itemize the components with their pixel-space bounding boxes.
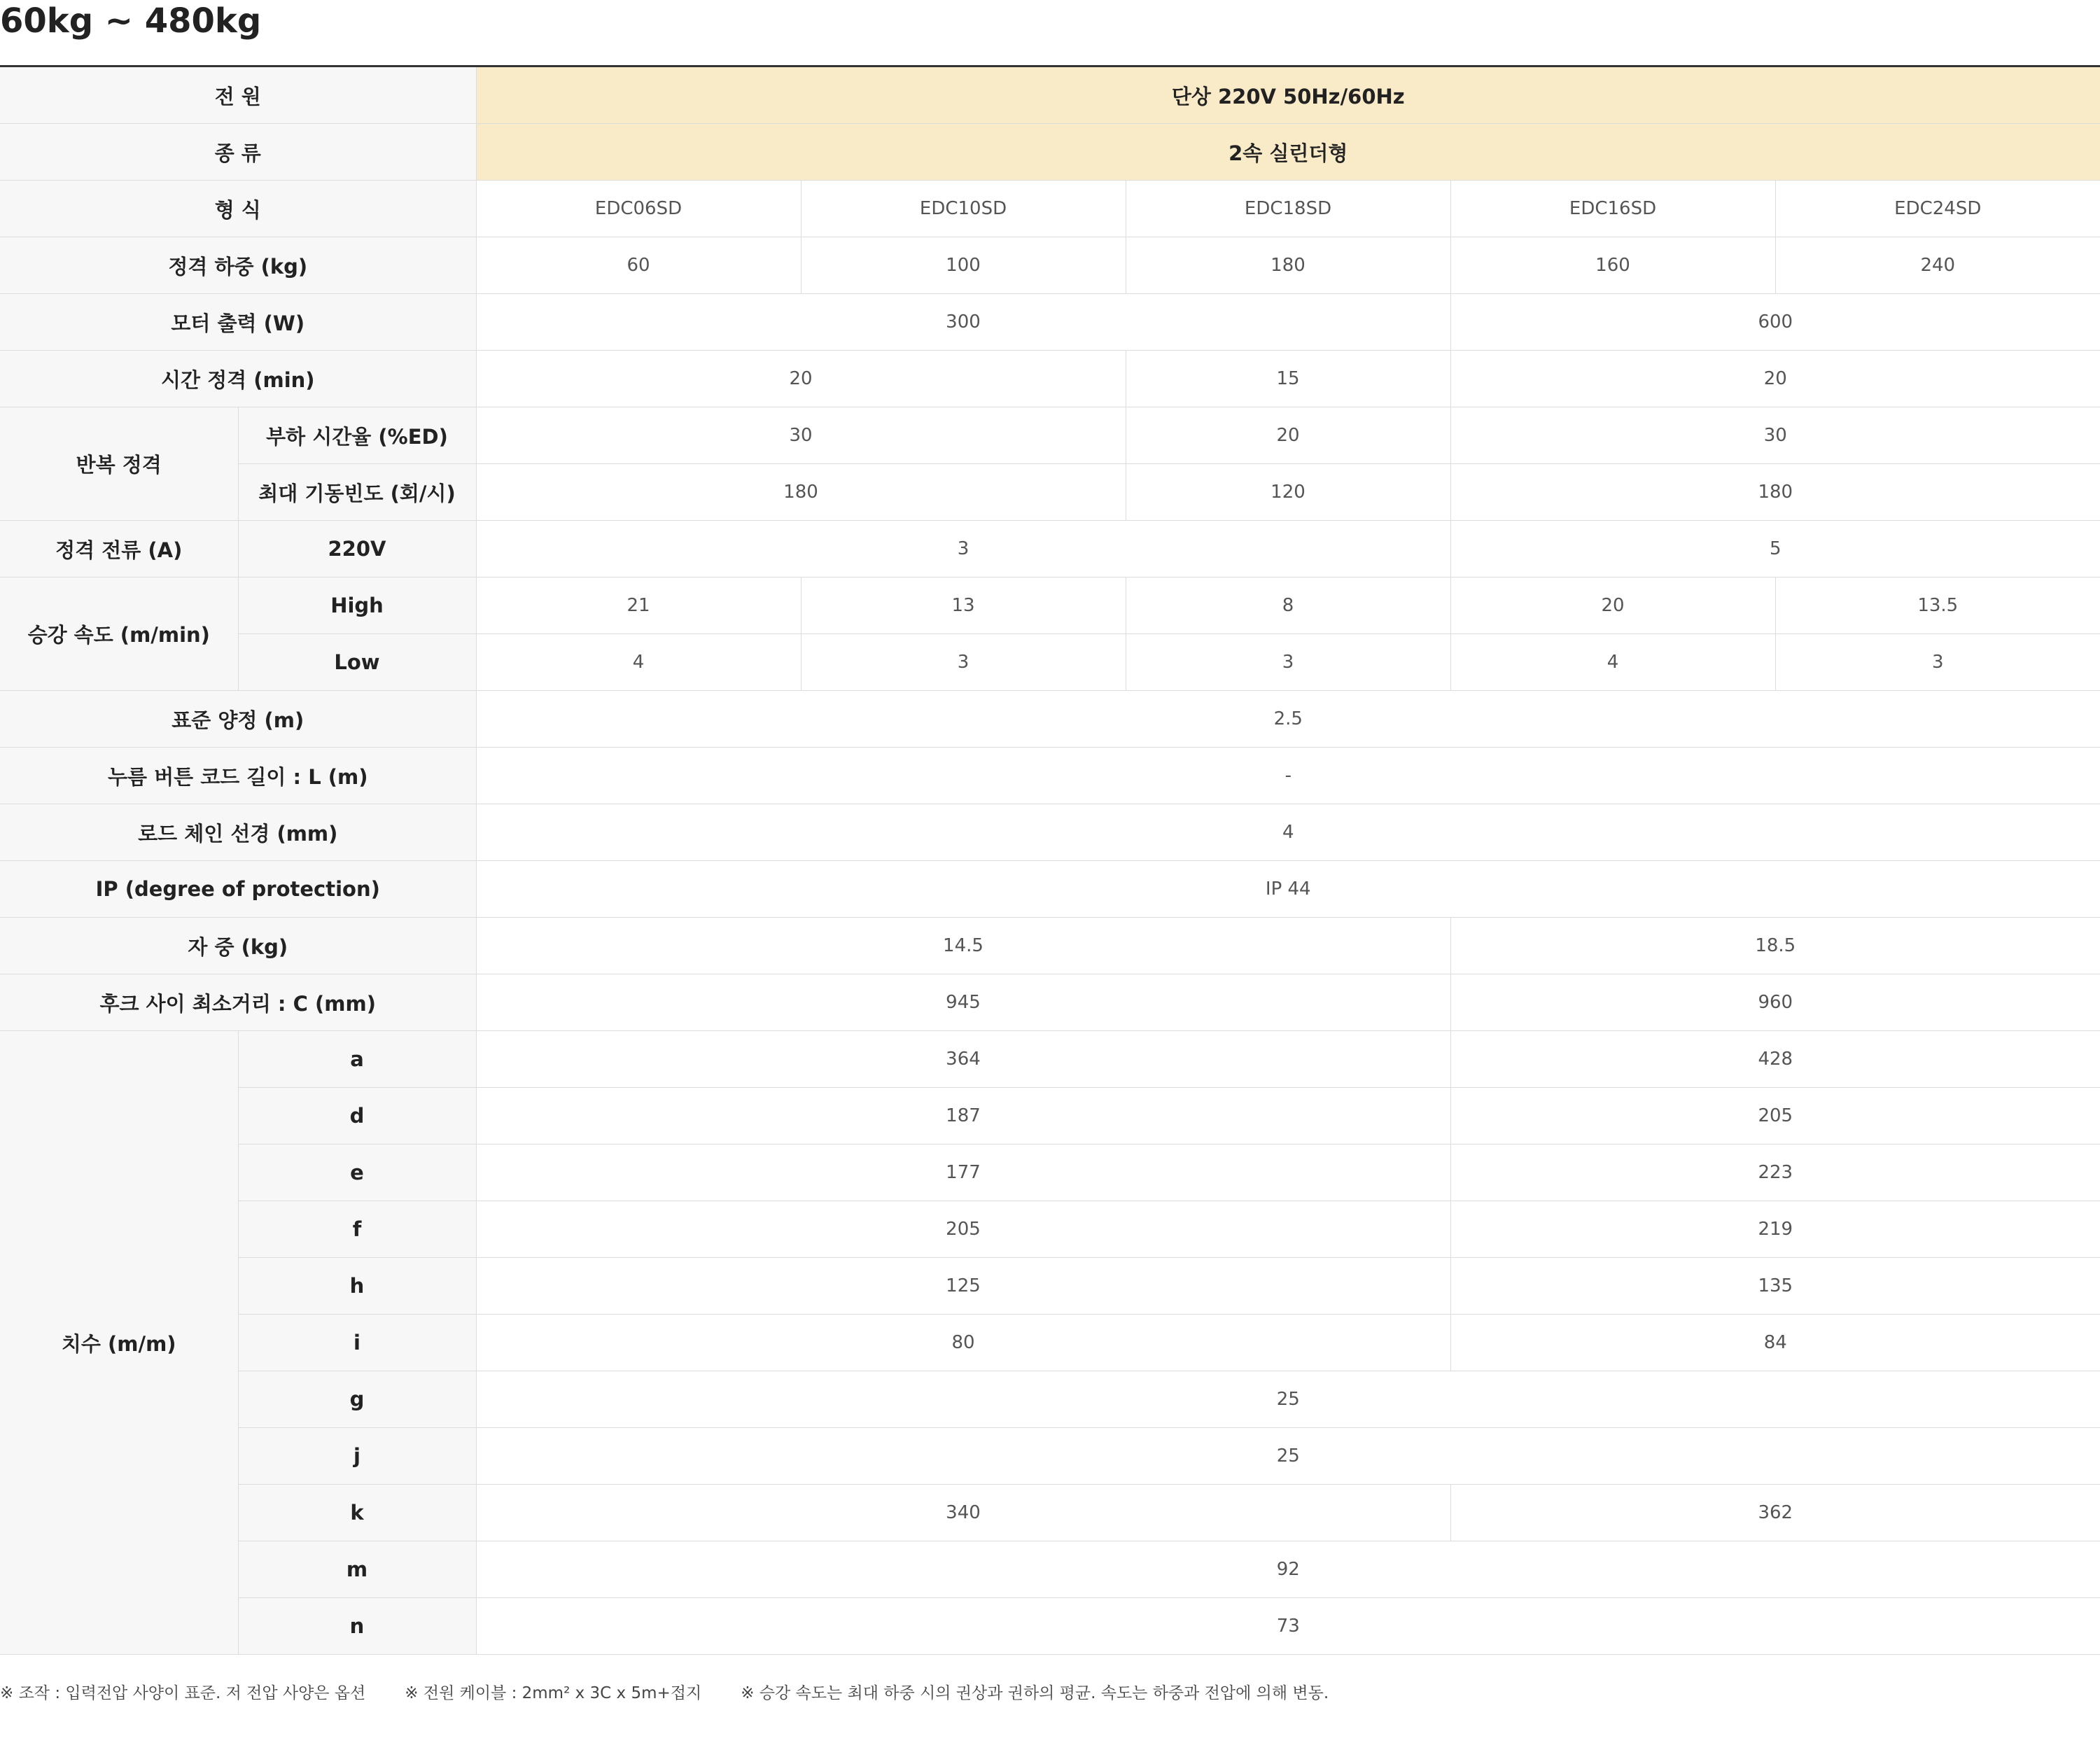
- row-repeat-duty: [0, 407, 2100, 464]
- row-dim-g: [0, 1371, 2100, 1428]
- row-weight: [0, 918, 2100, 974]
- value-cell: 84: [1450, 1315, 2100, 1371]
- footnote: ※ 승강 속도는 최대 하중 시의 권상과 권하의 평균. 속도는 하중과 전압에 의해 변동.: [741, 1684, 1329, 1702]
- value-cell: 177: [476, 1144, 1450, 1201]
- row-dim-i: [0, 1315, 2100, 1371]
- value-cell: 14.5: [476, 918, 1450, 974]
- row-label: 시간 정격 (min): [0, 351, 476, 407]
- value-cell: 20: [1450, 578, 1775, 634]
- row-current: [0, 521, 2100, 578]
- row-dim-h: [0, 1258, 2100, 1315]
- row-label: n: [238, 1598, 476, 1655]
- value-cell: 205: [1450, 1088, 2100, 1144]
- model-cell: EDC18SD: [1126, 181, 1450, 237]
- row-label: 누름 버튼 코드 길이 : L (m): [0, 748, 476, 804]
- page-title: 60kg ~ 480kg: [0, 1, 262, 41]
- value-cell: 4: [476, 804, 2100, 861]
- row-label: m: [238, 1541, 476, 1598]
- value-cell: 13.5: [1775, 578, 2100, 634]
- value-cell: 340: [476, 1485, 1450, 1541]
- value-cell: 300: [476, 294, 1450, 351]
- value-cell: 3: [476, 521, 1450, 578]
- value-cell: 125: [476, 1258, 1450, 1315]
- row-label: 220V: [238, 521, 476, 578]
- value-cell: 960: [1450, 974, 2100, 1031]
- row-speed-high: [0, 578, 2100, 634]
- value-cell: 219: [1450, 1201, 2100, 1258]
- value-cell: 30: [476, 407, 1126, 464]
- row-cord: [0, 748, 2100, 804]
- spec-table: [0, 65, 2100, 1655]
- footnote: ※ 조작 : 입력전압 사양이 표준. 저 전압 사양은 옵션: [0, 1684, 366, 1702]
- value-cell: 223: [1450, 1144, 2100, 1201]
- value-cell: 73: [476, 1598, 2100, 1655]
- row-dim-f: [0, 1201, 2100, 1258]
- row-label: 종 류: [0, 124, 476, 181]
- row-group-label: 치수 (m/m): [0, 1031, 238, 1655]
- model-cell: EDC16SD: [1450, 181, 1775, 237]
- row-label: 최대 기동빈도 (회/시): [238, 464, 476, 521]
- footnotes: [0, 1680, 1368, 1703]
- model-cell: EDC06SD: [476, 181, 801, 237]
- row-label: f: [238, 1201, 476, 1258]
- row-label: 로드 체인 선경 (mm): [0, 804, 476, 861]
- row-load: [0, 237, 2100, 294]
- value-cell: 180: [1126, 237, 1450, 294]
- row-label: j: [238, 1428, 476, 1485]
- row-dim-n: [0, 1598, 2100, 1655]
- row-label: i: [238, 1315, 476, 1371]
- value-cell: 428: [1450, 1031, 2100, 1088]
- row-label: 후크 사이 최소거리 : C (mm): [0, 974, 476, 1031]
- row-label: 전 원: [0, 66, 476, 124]
- row-label: h: [238, 1258, 476, 1315]
- row-label: 모터 출력 (W): [0, 294, 476, 351]
- row-dim-j: [0, 1428, 2100, 1485]
- value-cell: 25: [476, 1428, 2100, 1485]
- model-cell: EDC10SD: [801, 181, 1126, 237]
- row-group-label: 승강 속도 (m/min): [0, 578, 238, 691]
- row-motor: [0, 294, 2100, 351]
- value-cell: 180: [476, 464, 1126, 521]
- row-group-label: 정격 전류 (A): [0, 521, 238, 578]
- value-cell: 364: [476, 1031, 1450, 1088]
- row-chain: [0, 804, 2100, 861]
- row-time-rating: [0, 351, 2100, 407]
- value-cell: 205: [476, 1201, 1450, 1258]
- row-label: g: [238, 1371, 476, 1428]
- footnote: ※ 전원 케이블 : 2mm² x 3C x 5m+접지: [405, 1684, 702, 1702]
- row-power: [0, 66, 2100, 124]
- row-label: 자 중 (kg): [0, 918, 476, 974]
- value-cell: 160: [1450, 237, 1775, 294]
- row-label: High: [238, 578, 476, 634]
- row-label: IP (degree of protection): [0, 861, 476, 918]
- row-dim-k: [0, 1485, 2100, 1541]
- row-label: Low: [238, 634, 476, 691]
- value-cell: 20: [476, 351, 1126, 407]
- row-dim-d: [0, 1088, 2100, 1144]
- row-ip: [0, 861, 2100, 918]
- row-label: k: [238, 1485, 476, 1541]
- power-value: 단상 220V 50Hz/60Hz: [476, 66, 2100, 124]
- row-label: 형 식: [0, 181, 476, 237]
- value-cell: 21: [476, 578, 801, 634]
- row-hook: [0, 974, 2100, 1031]
- value-cell: 187: [476, 1088, 1450, 1144]
- value-cell: 240: [1775, 237, 2100, 294]
- row-label: d: [238, 1088, 476, 1144]
- value-cell: 600: [1450, 294, 2100, 351]
- row-label: 부하 시간율 (%ED): [238, 407, 476, 464]
- value-cell: 180: [1450, 464, 2100, 521]
- value-cell: 2.5: [476, 691, 2100, 748]
- value-cell: 13: [801, 578, 1126, 634]
- row-model: [0, 181, 2100, 237]
- row-repeat-starts: [0, 464, 2100, 521]
- value-cell: 100: [801, 237, 1126, 294]
- type-value: 2속 실린더형: [476, 124, 2100, 181]
- value-cell: 135: [1450, 1258, 2100, 1315]
- row-label: 정격 하중 (kg): [0, 237, 476, 294]
- row-label: e: [238, 1144, 476, 1201]
- row-type: [0, 124, 2100, 181]
- value-cell: 25: [476, 1371, 2100, 1428]
- value-cell: IP 44: [476, 861, 2100, 918]
- value-cell: 8: [1126, 578, 1450, 634]
- value-cell: 15: [1126, 351, 1450, 407]
- row-label: 표준 양정 (m): [0, 691, 476, 748]
- value-cell: 20: [1126, 407, 1450, 464]
- value-cell: 120: [1126, 464, 1450, 521]
- row-speed-low: [0, 634, 2100, 691]
- value-cell: -: [476, 748, 2100, 804]
- value-cell: 3: [801, 634, 1126, 691]
- value-cell: 5: [1450, 521, 2100, 578]
- value-cell: 30: [1450, 407, 2100, 464]
- value-cell: 20: [1450, 351, 2100, 407]
- value-cell: 92: [476, 1541, 2100, 1598]
- value-cell: 362: [1450, 1485, 2100, 1541]
- row-dim-a: [0, 1031, 2100, 1088]
- value-cell: 3: [1775, 634, 2100, 691]
- value-cell: 4: [1450, 634, 1775, 691]
- value-cell: 4: [476, 634, 801, 691]
- row-dim-m: [0, 1541, 2100, 1598]
- row-lift: [0, 691, 2100, 748]
- model-cell: EDC24SD: [1775, 181, 2100, 237]
- value-cell: 80: [476, 1315, 1450, 1371]
- row-label: a: [238, 1031, 476, 1088]
- row-group-label: 반복 정격: [0, 407, 238, 521]
- value-cell: 945: [476, 974, 1450, 1031]
- value-cell: 18.5: [1450, 918, 2100, 974]
- value-cell: 3: [1126, 634, 1450, 691]
- value-cell: 60: [476, 237, 801, 294]
- row-dim-e: [0, 1144, 2100, 1201]
